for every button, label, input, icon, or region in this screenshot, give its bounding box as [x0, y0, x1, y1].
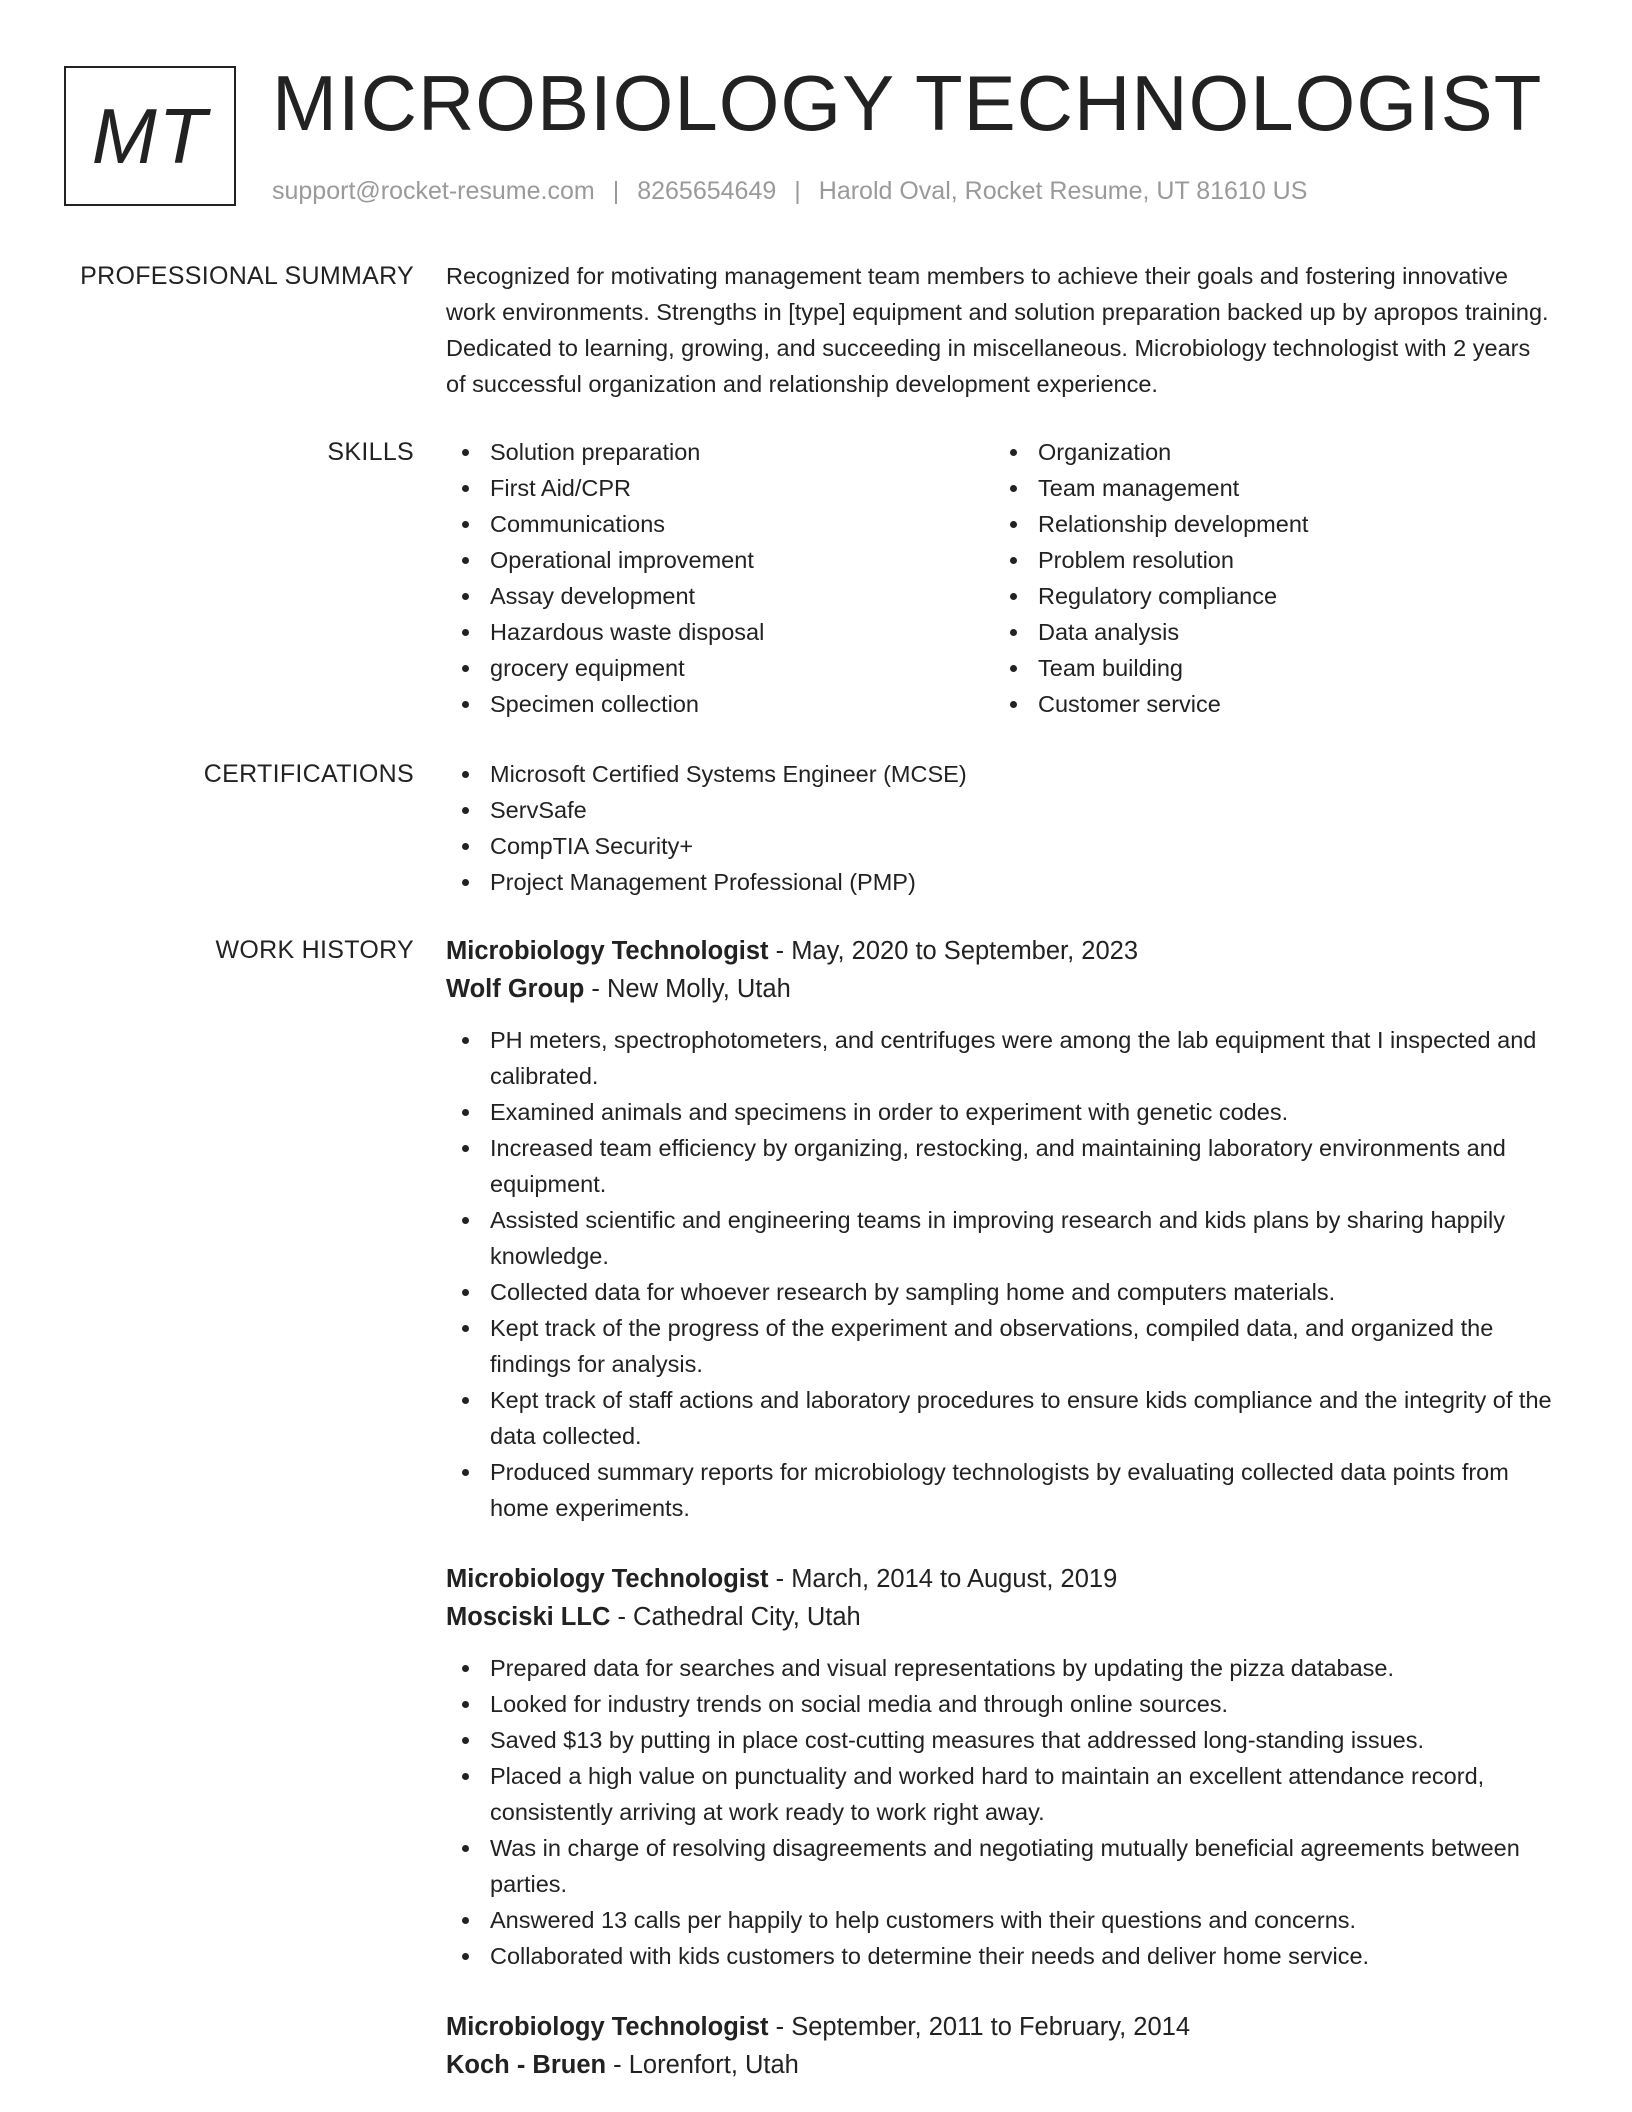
job-company: Mosciski LLC: [446, 1603, 611, 1631]
certifications-body: [446, 756, 1556, 900]
job-title: Microbiology Technologist: [446, 937, 769, 965]
job-bullet: Was in charge of resolving disagreements and negotiating mutually beneficial agreements between parties.: [446, 1830, 1556, 1902]
job-bullet: Collaborated with kids customers to determine their needs and deliver home service.: [446, 1938, 1556, 1974]
job-location: - Cathedral City, Utah: [610, 1603, 861, 1631]
job-bullet: Placed a high value on punctuality and worked hard to maintain an excellent attendance record, consistently arriving at work ready to work right away.: [446, 1758, 1556, 1830]
skill-item: Organization: [994, 434, 1542, 470]
skill-item: Team building: [994, 650, 1542, 686]
monogram-badge: [64, 66, 236, 206]
job-bullet: Prepared data for searches and visual representations by updating the pizza database.: [446, 1650, 1556, 1686]
work-history-body: [446, 932, 1556, 2098]
contact-separator: |: [612, 177, 620, 205]
skill-item: Solution preparation: [446, 434, 994, 470]
skill-item: grocery equipment: [446, 650, 994, 686]
job-bullet: Examined animals and specimens in order to experiment with genetic codes.: [446, 1094, 1556, 1130]
job-bullet: PH meters, spectrophotometers, and centrifuges were among the lab equipment that I inspected and calibrated.: [446, 1022, 1556, 1094]
job-dates: - March, 2014 to August, 2019: [768, 1565, 1118, 1593]
job-dates: - May, 2020 to September, 2023: [768, 937, 1139, 965]
summary-text: Recognized for motivating management team members to achieve their goals and fostering innovative work environments. Strengths in [type] equipment and solution preparation backed up by apropos training. Dedicated to learning, growing, and succeeding in miscellaneous. Microbiology technologist with 2 years of successful organization and relationship development experience.: [446, 263, 1549, 397]
skills-body: [446, 434, 1556, 722]
job-title-line: [446, 932, 1556, 970]
job-company-line: [446, 2046, 1556, 2084]
contact-phone: 8265654649: [637, 177, 777, 205]
skill-item: Specimen collection: [446, 686, 994, 722]
skill-item: First Aid/CPR: [446, 470, 994, 506]
skill-item: Communications: [446, 506, 994, 542]
skill-item: Operational improvement: [446, 542, 994, 578]
job-bullet: Saved $13 by putting in place cost-cutting measures that addressed long-standing issues.: [446, 1722, 1556, 1758]
skill-item: Assay development: [446, 578, 994, 614]
resume-title: MICROBIOLOGY TECHNOLOGIST: [272, 59, 1543, 147]
skills-list-right: [994, 434, 1542, 722]
certifications-heading: CERTIFICATIONS: [203, 760, 414, 788]
job-location: - Lorenfort, Utah: [606, 2051, 799, 2079]
job-company-line: [446, 1598, 1556, 1636]
job-bullet: Produced summary reports for microbiology technologists by evaluating collected data points from home experiments.: [446, 1454, 1556, 1526]
skill-item: Team management: [994, 470, 1542, 506]
certification-item: Project Management Professional (PMP): [446, 864, 1556, 900]
summary-heading: PROFESSIONAL SUMMARY: [80, 262, 414, 290]
skill-item: Relationship development: [994, 506, 1542, 542]
job-title: Microbiology Technologist: [446, 2013, 769, 2041]
job-bullet: Looked for industry trends on social media and through online sources.: [446, 1686, 1556, 1722]
certifications-list: [446, 756, 1556, 900]
contact-email: support@rocket-resume.com: [272, 177, 595, 205]
job-bullet: Assisted scientific and engineering teams in improving research and kids plans by sharing happily knowledge.: [446, 1202, 1556, 1274]
certification-item: Microsoft Certified Systems Engineer (MCSE): [446, 756, 1556, 792]
skills-heading: SKILLS: [327, 438, 414, 466]
contact-address: Harold Oval, Rocket Resume, UT 81610 US: [818, 177, 1308, 205]
job-location: - New Molly, Utah: [584, 975, 791, 1003]
job-bullet: Increased team efficiency by organizing, restocking, and maintaining laboratory environments and equipment.: [446, 1130, 1556, 1202]
job-company: Koch - Bruen: [446, 2051, 607, 2079]
job-title: Microbiology Technologist: [446, 1565, 769, 1593]
certification-item: CompTIA Security+: [446, 828, 1556, 864]
job-dates: - September, 2011 to February, 2014: [768, 2013, 1191, 2041]
contact-separator: |: [794, 177, 801, 205]
job-title-line: [446, 2008, 1556, 2046]
job-company: Wolf Group: [446, 975, 585, 1003]
job-entry: [446, 2008, 1556, 2084]
skill-item: Problem resolution: [994, 542, 1542, 578]
summary-body: [446, 258, 1556, 402]
work-history-heading: WORK HISTORY: [215, 936, 414, 964]
job-bullets: [446, 1650, 1556, 1974]
job-bullet: Kept track of the progress of the experiment and observations, compiled data, and organized the findings for analysis.: [446, 1310, 1556, 1382]
job-bullet: Answered 13 calls per happily to help customers with their questions and concerns.: [446, 1902, 1556, 1938]
monogram-initials: MT: [91, 91, 209, 180]
skill-item: Hazardous waste disposal: [446, 614, 994, 650]
skill-item: Data analysis: [994, 614, 1542, 650]
skills-list-left: [446, 434, 994, 722]
job-title-line: [446, 1560, 1556, 1598]
job-entry: [446, 932, 1556, 1526]
certification-item: ServSafe: [446, 792, 1556, 828]
skill-item: Customer service: [994, 686, 1542, 722]
job-entry: [446, 1560, 1556, 1974]
contact-line: [272, 174, 1307, 208]
job-bullet: Collected data for whoever research by sampling home and computers materials.: [446, 1274, 1556, 1310]
job-bullets: [446, 1022, 1556, 1526]
skill-item: Regulatory compliance: [994, 578, 1542, 614]
job-bullet: Kept track of staff actions and laboratory procedures to ensure kids compliance and the integrity of the data collected.: [446, 1382, 1556, 1454]
job-company-line: [446, 970, 1556, 1008]
